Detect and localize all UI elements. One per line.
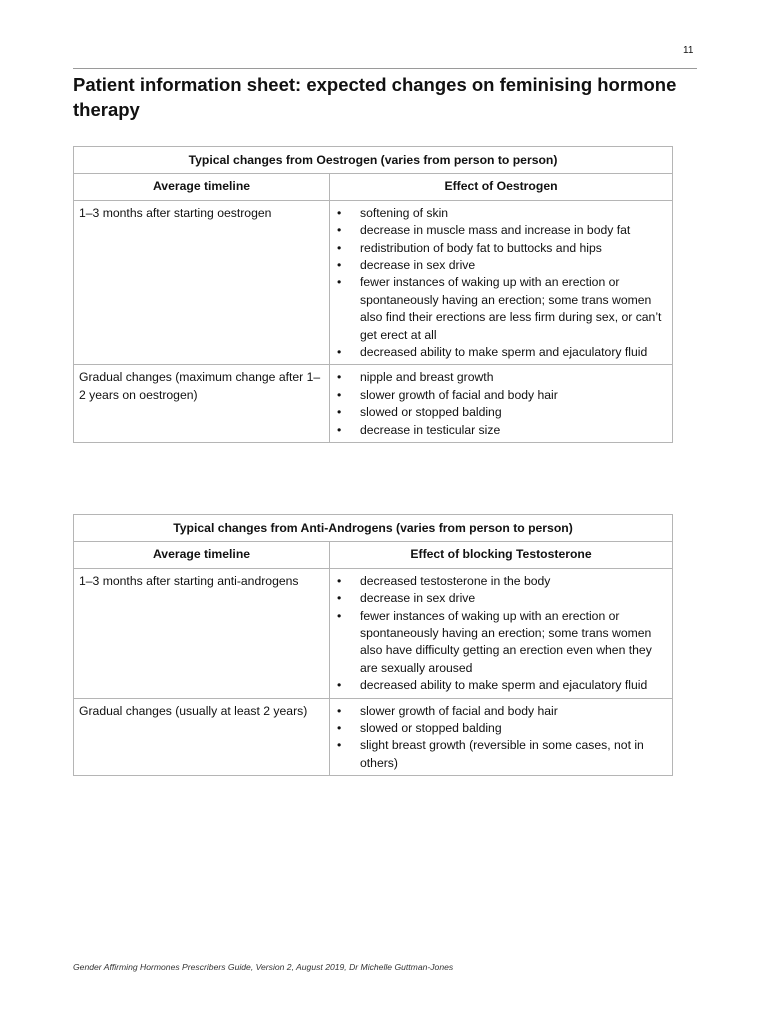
bullet-icon: • — [337, 205, 342, 220]
table-row — [74, 365, 673, 443]
bullet-icon: • — [337, 422, 342, 437]
list-item — [335, 257, 667, 274]
bullet-icon: • — [337, 703, 342, 718]
bullet-icon: • — [337, 258, 342, 273]
list-item — [335, 703, 667, 720]
bullet-icon: • — [337, 405, 342, 420]
effect-text: decreased testosterone in the body — [360, 573, 551, 588]
effect-text: decrease in sex drive — [360, 258, 476, 273]
effect-text: fewer instances of waking up with an erection or spontaneously having an erection; some trans women also have difficulty getting an erection even when they are sexually aroused — [360, 608, 652, 675]
bullet-icon: • — [337, 345, 342, 360]
effect-text: slower growth of facial and body hair — [360, 703, 558, 718]
list-item — [335, 590, 667, 607]
table-caption: Typical changes from Oestrogen (varies from person to person) — [74, 147, 673, 174]
effects-cell — [330, 698, 673, 776]
effect-text: slowed or stopped balding — [360, 405, 502, 420]
bullet-icon: • — [337, 275, 342, 290]
list-item — [335, 677, 667, 694]
column-header-timeline: Average timeline — [74, 174, 330, 200]
anti-androgen-changes-table — [73, 514, 673, 776]
list-item — [335, 573, 667, 590]
effects-cell — [330, 568, 673, 698]
bullet-icon: • — [337, 591, 342, 606]
table-caption: Typical changes from Anti-Androgens (varies from person to person) — [74, 515, 673, 542]
list-item — [335, 274, 667, 344]
effect-text: decreased ability to make sperm and ejaculatory fluid — [360, 678, 648, 693]
effect-text: slower growth of facial and body hair — [360, 387, 558, 402]
list-item — [335, 422, 667, 439]
page-title: Patient information sheet: expected changes on feminising hormone therapy — [73, 74, 677, 120]
effect-text: redistribution of body fat to buttocks and hips — [360, 240, 602, 255]
effect-text: decrease in muscle mass and increase in body fat — [360, 223, 631, 238]
table-row — [74, 698, 673, 776]
list-item — [335, 387, 667, 404]
effect-text: slowed or stopped balding — [360, 721, 502, 736]
list-item — [335, 737, 667, 772]
page-number: 11 — [683, 45, 694, 56]
table-row — [74, 200, 673, 365]
list-item — [335, 222, 667, 239]
timeline-cell: Gradual changes (maximum change after 1–2 years on oestrogen) — [74, 365, 330, 443]
bullet-icon: • — [337, 240, 342, 255]
effect-text: fewer instances of waking up with an erection or spontaneously having an erection; some trans women also find their erections are less firm during sex, or can’t get erect at all — [360, 275, 662, 342]
effect-text: decrease in testicular size — [360, 422, 501, 437]
list-item — [335, 608, 667, 678]
effects-cell — [330, 200, 673, 365]
effect-text: decrease in sex drive — [360, 591, 476, 606]
column-header-timeline: Average timeline — [74, 542, 330, 568]
effects-cell — [330, 365, 673, 443]
table-row — [74, 568, 673, 698]
list-item — [335, 344, 667, 361]
list-item — [335, 720, 667, 737]
effect-text: decreased ability to make sperm and ejaculatory fluid — [360, 345, 648, 360]
effect-text: nipple and breast growth — [360, 370, 494, 385]
bullet-icon: • — [337, 573, 342, 588]
bullet-icon: • — [337, 370, 342, 385]
list-item — [335, 205, 667, 222]
bullet-icon: • — [337, 608, 342, 623]
column-header-effect: Effect of blocking Testosterone — [330, 542, 673, 568]
bullet-icon: • — [337, 223, 342, 238]
oestrogen-changes-table — [73, 146, 673, 443]
effect-text: softening of skin — [360, 205, 449, 220]
bullet-icon: • — [337, 721, 342, 736]
bullet-icon: • — [337, 678, 342, 693]
bullet-icon: • — [337, 387, 342, 402]
timeline-cell: Gradual changes (usually at least 2 years) — [74, 698, 330, 776]
header-rule — [73, 68, 697, 69]
timeline-cell: 1–3 months after starting oestrogen — [74, 200, 330, 365]
column-header-effect: Effect of Oestrogen — [330, 174, 673, 200]
page-footer: Gender Affirming Hormones Prescribers Guide, Version 2, August 2019, Dr Michelle Guttman-Jones — [73, 962, 454, 972]
list-item — [335, 240, 667, 257]
timeline-cell: 1–3 months after starting anti-androgens — [74, 568, 330, 698]
list-item — [335, 369, 667, 386]
bullet-icon: • — [337, 738, 342, 753]
effect-text: slight breast growth (reversible in some cases, not in others) — [360, 738, 644, 770]
list-item — [335, 404, 667, 421]
